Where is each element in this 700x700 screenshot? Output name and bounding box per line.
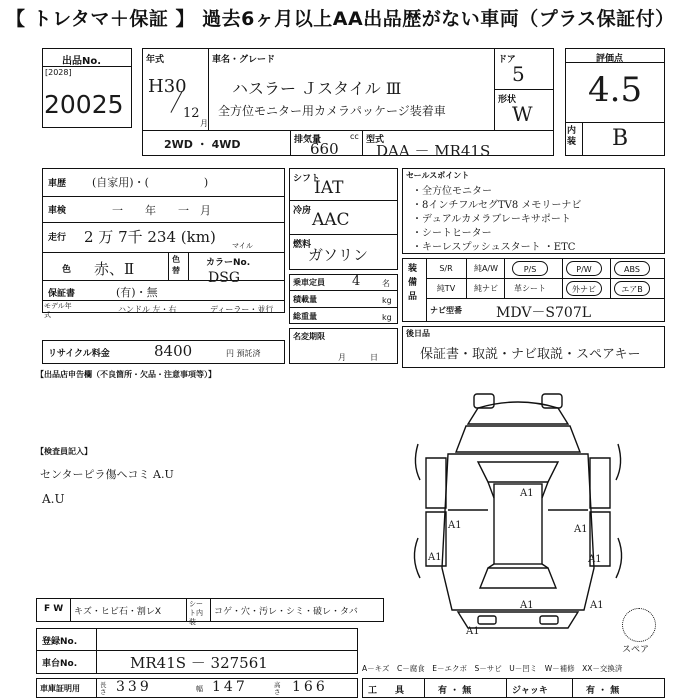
ac-value: AAC <box>312 210 350 230</box>
height-value: 166 <box>292 679 328 695</box>
equipment-item: ABS <box>614 261 650 276</box>
lot-year-tag: [2028] <box>45 68 72 77</box>
registration-label: 登録No. <box>42 637 78 647</box>
notes-value: 保証書・取説・ナビ取説・スペアキー <box>420 347 641 362</box>
diagram-mark-6: A1 <box>520 600 534 611</box>
warranty-value: (有)・無 <box>116 286 158 299</box>
mileage-label: 走行 <box>48 233 67 243</box>
diagram-mark-3: A1 <box>428 552 442 563</box>
fuel-value: ガソリン <box>308 246 369 264</box>
mileage-value: 2 万 7千 234 (km) <box>84 228 216 246</box>
car-name: ハスラー Ｊスタイル Ⅲ <box>232 79 402 98</box>
shape-label: 形状 <box>498 95 517 105</box>
interior-value: B <box>612 126 629 151</box>
seat-label: シート内装 <box>189 600 203 626</box>
displacement-value: 660 <box>310 140 339 158</box>
year-label: 年式 <box>146 55 165 65</box>
equipment-item: P/S <box>512 261 548 276</box>
gross-label: 総重量 <box>293 312 317 321</box>
model-label: 型式 <box>366 135 385 145</box>
color-value: 赤、Ⅱ <box>94 260 135 278</box>
tools-value: 有 ・ 無 <box>438 686 472 696</box>
year-value: H30 <box>148 76 187 97</box>
doors-label: ドア <box>498 55 516 65</box>
length-label: 長さ <box>100 681 107 696</box>
damage-legend: A－キズ C－腐食 E－エクボ S－サビ U－凹ミ W－補修 XX－交換済 <box>362 664 623 673</box>
height-label: 高さ <box>274 681 281 696</box>
length-value: 339 <box>116 679 152 695</box>
car-grade: 全方位モニター用カメラパッケージ装着車 <box>218 104 446 118</box>
navi-label: ナビ型番 <box>430 306 462 315</box>
recycle-value: 8400 <box>154 342 193 360</box>
car-label: 車名・グレード <box>212 55 276 65</box>
equipment-item: S/R <box>439 264 453 273</box>
equipment-label: 装備品 <box>408 264 418 302</box>
score-label: 評価点 <box>596 54 624 64</box>
sales-point-item: ・全方位モニター <box>412 186 492 197</box>
width-label: 幅 <box>196 685 203 693</box>
history-label: 車歴 <box>48 179 67 189</box>
diagram-mark-5: A1 <box>588 554 602 565</box>
mileage-unit: マイル <box>232 242 253 250</box>
diagram-mark-4: A1 <box>574 524 588 535</box>
color-label: 色 <box>62 265 72 275</box>
notes-label: 後日品 <box>406 329 430 338</box>
sales-point-item: ・デュアルカメラブレーキサポート <box>412 214 571 225</box>
diagram-mark-1: A1 <box>520 488 534 499</box>
jack-value: 有 ・ 無 <box>586 686 620 696</box>
model-value: DAA － MR41S <box>376 142 491 160</box>
equipment-item: 純TV <box>436 284 456 293</box>
handle-label: ハンドル 左・右 <box>118 305 177 314</box>
history-value: (自家用)・( ) <box>92 176 209 189</box>
sales-point-item: ・キーレスプッシュスタート ・ETC <box>412 242 576 253</box>
drive-type: 2WD ・ 4WD <box>164 138 241 151</box>
shift-label: シフト <box>293 174 321 184</box>
inspector-line1: センターピラ傷ヘコミ A.U <box>40 468 174 481</box>
inspection-value: 一 年 一 月 <box>112 204 211 217</box>
capacity-value: 4 <box>352 274 361 289</box>
lot-label: 出品No. <box>62 56 102 67</box>
equipment-item: 純ナビ <box>474 284 498 293</box>
change-label: 名変期限 <box>293 332 325 341</box>
load-label: 積載量 <box>293 295 317 304</box>
diagram-mark-8: A1 <box>590 600 604 611</box>
shape-value: W <box>512 102 533 126</box>
warranty-label: 保証書 <box>48 289 76 299</box>
dealer-label: ディーラー・並行 <box>210 305 274 314</box>
page-banner: 【 トレタマ＋保証 】 過去6ヶ月以上AA出品歴がない車両（プラス保証付） <box>6 8 675 30</box>
equipment-item: エアB <box>614 281 650 296</box>
sales-point-item: ・8インチフルセグTV8 メモリーナビ <box>412 200 582 211</box>
chassis-label: 車台No. <box>42 659 78 669</box>
seat-value: コゲ・穴・汚レ・シミ・破レ・タバ <box>214 607 358 617</box>
chassis-value: MR41S － 327561 <box>130 654 268 672</box>
color-change-label: 色替 <box>172 255 180 275</box>
equipment-item: 純A/W <box>473 264 499 273</box>
year-month: 12 <box>183 106 200 121</box>
sales-point-item: ・シートヒーター <box>412 228 492 239</box>
shift-value: IAT <box>314 178 344 198</box>
displacement-label: 排気量 <box>294 135 322 145</box>
lot-number: 20025 <box>44 90 124 119</box>
score-value: 4.5 <box>588 70 643 110</box>
color-code-label: カラーNo. <box>206 258 251 268</box>
doors-value: 5 <box>512 62 525 86</box>
inspection-label: 車検 <box>48 206 67 216</box>
navi-value: MDV－S707L <box>496 305 592 321</box>
diagram-mark-7: A1 <box>466 626 480 637</box>
jack-label: ジャッキ <box>512 686 548 696</box>
color-code: DSG <box>208 270 240 286</box>
fuel-label: 燃料 <box>293 240 312 250</box>
equipment-item: P/W <box>566 261 602 276</box>
equipment-item: 革シート <box>514 284 546 293</box>
interior-label: 内装 <box>567 126 577 147</box>
inspector-line2: A.U <box>42 492 65 506</box>
sales-points-label: セールスポイント <box>406 171 470 180</box>
equipment-item: 外ナビ <box>566 281 602 296</box>
model-year-label: モデル年式 <box>44 302 72 319</box>
inspector-label: 【検査員記入】 <box>36 447 92 456</box>
spare-tire-icon <box>622 608 656 642</box>
fw-label: F W <box>44 604 64 614</box>
ac-label: 冷房 <box>293 206 312 216</box>
load-unit: kg <box>382 296 392 305</box>
recycle-unit: 円 預託済 <box>226 349 261 358</box>
change-unit: 月日 <box>338 353 402 362</box>
dimensions-label: 車庫証明用 <box>40 684 80 693</box>
spare-label: スペア <box>622 645 650 655</box>
width-value: 147 <box>212 679 248 695</box>
tools-label: 工 具 <box>368 686 405 696</box>
fw-value: キズ・ヒビ石・割レX <box>74 607 161 617</box>
recycle-label: リサイクル料金 <box>48 349 110 359</box>
capacity-label: 乗車定員 <box>293 278 325 287</box>
year-month-unit: 月 <box>200 119 208 128</box>
capacity-unit: 名 <box>382 279 390 288</box>
seller-declaration: 【出品店申告欄（不良箇所・欠品・注意事項等）】 <box>36 370 216 379</box>
displacement-unit: cc <box>350 132 359 141</box>
diagram-mark-2: A1 <box>448 520 462 531</box>
gross-unit: kg <box>382 313 392 322</box>
